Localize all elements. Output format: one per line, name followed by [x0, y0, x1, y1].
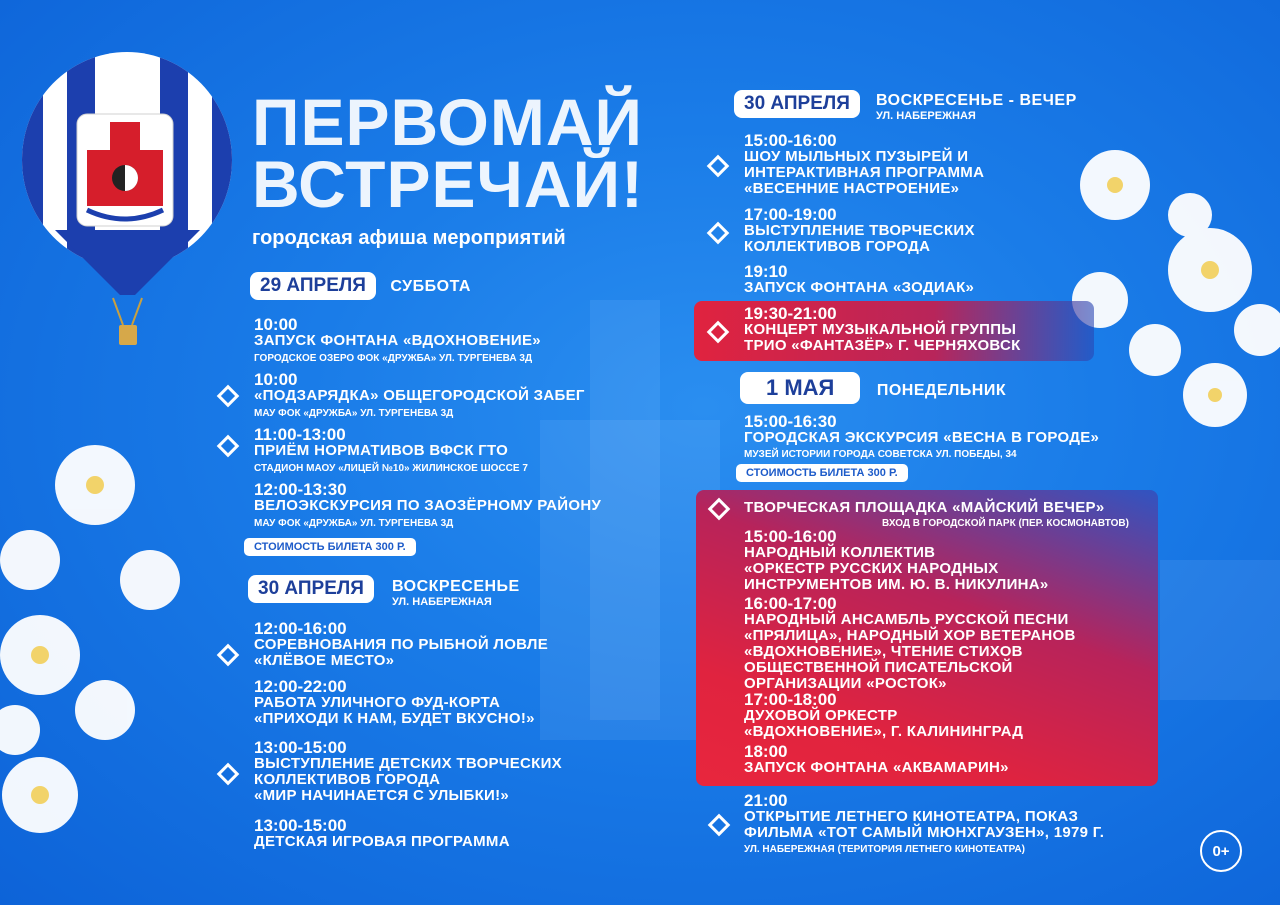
day3-event-3: [744, 263, 1084, 296]
event-location: ГОРОДСКОЕ ОЗЕРО ФОК «ДРУЖБА» УЛ. ТУРГЕНЕВА 3Д: [254, 353, 533, 364]
venue-event-2: [744, 595, 1144, 692]
event-time: 17:00-18:00: [744, 690, 837, 709]
event-title: ПРИЁМ НОРМАТИВОВ ВФСК ГТО: [254, 442, 509, 459]
day1-date: 29 АПРЕЛЯ: [250, 272, 376, 300]
event-location: МАУ ФОК «ДРУЖБА» УЛ. ТУРГЕНЕВА 3Д: [254, 408, 454, 419]
event-time: 10:00: [254, 370, 298, 389]
bridge-silhouette: [1160, 560, 1280, 700]
day4-cinema: [744, 792, 1164, 856]
event-time: 19:30-21:00: [744, 304, 837, 323]
price-badge: СТОИМОСТЬ БИЛЕТА 300 Р.: [244, 538, 416, 556]
event-title: «ВЕСЕННИЕ НАСТРОЕНИЕ»: [744, 180, 960, 197]
event-title: «КЛЁВОЕ МЕСТО»: [254, 652, 395, 669]
event-title: ЗАПУСК ФОНТАНА «ЗОДИАК»: [744, 279, 975, 296]
event-time: 12:00-16:00: [254, 619, 347, 638]
subtitle: городская афиша мероприятий: [252, 227, 566, 249]
event-time: 10:00: [254, 315, 298, 334]
event-title: КОЛЛЕКТИВОВ ГОРОДА: [254, 771, 441, 788]
day2-header: [248, 575, 374, 603]
day4-weekday: ПОНЕДЕЛЬНИК: [876, 382, 1007, 399]
event-time: 17:00-19:00: [744, 205, 837, 224]
day3-header-text: [876, 92, 1077, 122]
day1-weekday: СУББОТА: [390, 278, 471, 295]
event-time: 19:10: [744, 262, 788, 281]
day3-weekday: ВОСКРЕСЕНЬЕ - ВЕЧЕР: [876, 92, 1077, 109]
day4-excursion: [744, 413, 1164, 461]
day3-header: [734, 90, 860, 118]
event-title: «ПРЯЛИЦА», НАРОДНЫЙ ХОР ВЕТЕРАНОВ: [744, 627, 1076, 644]
day2-date: 30 АПРЕЛЯ: [248, 575, 374, 603]
event-time: 11:00-13:00: [254, 425, 346, 444]
day2-event-1: [254, 620, 674, 669]
event-location: УЛ. НАБЕРЕЖНАЯ (ТЕРИТОРИЯ ЛЕТНЕГО КИНОТЕАТРА): [744, 844, 1025, 855]
event-title: ШОУ МЫЛЬНЫХ ПУЗЫРЕЙ И: [744, 148, 969, 165]
jasmine-flowers-right: [1060, 140, 1280, 440]
day2-event-3: [254, 739, 674, 804]
day4-price: [736, 463, 908, 482]
event-title: «ОРКЕСТР РУССКИХ НАРОДНЫХ: [744, 560, 999, 577]
event-title: ИНТЕРАКТИВНАЯ ПРОГРАММА: [744, 164, 985, 181]
event-time: 12:00-13:30: [254, 480, 347, 499]
day3-event-4: [744, 305, 1084, 354]
day1-event-4: [254, 481, 694, 530]
day4-header: [740, 372, 1006, 404]
event-title: ЗАПУСК ФОНТАНА «ВДОХНОВЕНИЕ»: [254, 332, 541, 349]
event-time: 16:00-17:00: [744, 594, 837, 613]
event-title: КОНЦЕРТ МУЗЫКАЛЬНОЙ ГРУППЫ: [744, 321, 1017, 338]
event-title: ГОРОДСКАЯ ЭКСКУРСИЯ «ВЕСНА В ГОРОДЕ»: [744, 429, 1100, 446]
day4-date: 1 МАЯ: [740, 372, 860, 404]
venue-event-1: [744, 528, 1144, 593]
event-title: ВЫСТУПЛЕНИЕ ДЕТСКИХ ТВОРЧЕСКИХ: [254, 755, 562, 772]
diamond-icon: [217, 644, 240, 667]
day3-place: УЛ. НАБЕРЕЖНАЯ: [876, 110, 976, 122]
event-title: ВЕЛОЭКСКУРСИЯ ПО ЗАОЗЁРНОМУ РАЙОНУ: [254, 497, 602, 514]
diamond-icon: [707, 155, 730, 178]
event-time: 13:00-15:00: [254, 816, 347, 835]
day1-price: [244, 537, 416, 556]
event-title: РАБОТА УЛИЧНОГО ФУД-КОРТА: [254, 694, 501, 711]
event-title: СОРЕВНОВАНИЯ ПО РЫБНОЙ ЛОВЛЕ: [254, 636, 549, 653]
day3-event-1: [744, 132, 1084, 197]
diamond-icon: [217, 435, 240, 458]
event-time: 15:00-16:00: [744, 131, 837, 150]
event-time: 15:00-16:30: [744, 412, 837, 431]
venue-event-4: [744, 743, 1144, 776]
event-title: ДУХОВОЙ ОРКЕСТР: [744, 707, 898, 724]
event-time: 15:00-16:00: [744, 527, 837, 546]
day2-event-2: [254, 678, 674, 727]
event-title: ДЕТСКАЯ ИГРОВАЯ ПРОГРАММА: [254, 833, 510, 850]
event-title: НАРОДНЫЙ АНСАМБЛЬ РУССКОЙ ПЕСНИ: [744, 611, 1069, 628]
jasmine-flowers-left: [0, 430, 215, 840]
day2-place: УЛ. НАБЕРЕЖНАЯ: [392, 596, 492, 608]
event-time: 13:00-15:00: [254, 738, 347, 757]
age-rating-badge: 0+: [1200, 830, 1242, 872]
day2-header-text: [392, 578, 520, 608]
title-line-2: ВСТРЕЧАЙ!: [252, 147, 644, 221]
day3-event-2: [744, 206, 1084, 255]
event-title: «ВДОХНОВЕНИЕ», ЧТЕНИЕ СТИХОВ: [744, 643, 1023, 660]
price-badge: СТОИМОСТЬ БИЛЕТА 300 Р.: [736, 464, 908, 482]
event-title: ЗАПУСК ФОНТАНА «АКВАМАРИН»: [744, 759, 1009, 776]
event-title: «ВДОХНОВЕНИЕ», Г. КАЛИНИНГРАД: [744, 723, 1024, 740]
day1-event-1: [254, 316, 694, 365]
event-title: КОЛЛЕКТИВОВ ГОРОДА: [744, 238, 931, 255]
title-line-1: ПЕРВОМАЙ: [252, 85, 643, 159]
event-title: «ПРИХОДИ К НАМ, БУДЕТ ВКУСНО!»: [254, 710, 535, 727]
event-title: ОРГАНИЗАЦИИ «РОСТОК»: [744, 675, 947, 692]
event-title: ТРИО «ФАНТАЗЁР» Г. ЧЕРНЯХОВСК: [744, 337, 1021, 354]
event-location: МУЗЕЙ ИСТОРИИ ГОРОДА СОВЕТСКА УЛ. ПОБЕДЫ, 34: [744, 449, 1017, 460]
event-title: «ПОДЗАРЯДКА» ОБЩЕГОРОДСКОЙ ЗАБЕГ: [254, 387, 585, 404]
balloon-illustration: [15, 50, 240, 350]
day2-weekday: ВОСКРЕСЕНЬЕ: [392, 578, 520, 595]
day1-event-3: [254, 426, 694, 475]
diamond-icon: [708, 814, 731, 837]
event-title: «МИР НАЧИНАЕТСЯ С УЛЫБКИ!»: [254, 787, 510, 804]
event-title: ВЫСТУПЛЕНИЕ ТВОРЧЕСКИХ: [744, 222, 975, 239]
event-location: МАУ ФОК «ДРУЖБА» УЛ. ТУРГЕНЕВА 3Д: [254, 518, 454, 529]
event-title: ФИЛЬМА «ТОТ САМЫЙ МЮНХГАУЗЕН», 1979 Г.: [744, 824, 1105, 841]
day2-event-4: [254, 817, 674, 850]
venue-event-3: [744, 691, 1144, 740]
venue-title: [744, 500, 1105, 516]
event-time: 12:00-22:00: [254, 677, 347, 696]
event-time: 21:00: [744, 791, 788, 810]
diamond-icon: [217, 385, 240, 408]
venue-name: ТВОРЧЕСКАЯ ПЛОЩАДКА «МАЙСКИЙ ВЕЧЕР»: [744, 499, 1105, 516]
event-time: 18:00: [744, 742, 788, 761]
day3-date: 30 АПРЕЛЯ: [734, 90, 860, 118]
event-title: ОБЩЕСТВЕННОЙ ПИСАТЕЛЬСКОЙ: [744, 659, 1013, 676]
diamond-icon: [217, 763, 240, 786]
event-title: НАРОДНЫЙ КОЛЛЕКТИВ: [744, 544, 936, 561]
event-title: ИНСТРУМЕНТОВ ИМ. Ю. В. НИКУЛИНА»: [744, 576, 1049, 593]
event-title: ОТКРЫТИЕ ЛЕТНЕГО КИНОТЕАТРА, ПОКАЗ: [744, 808, 1079, 825]
venue-entry: ВХОД В ГОРОДСКОЙ ПАРК (ПЕР. КОСМОНАВТОВ): [882, 518, 1129, 529]
diamond-icon: [707, 222, 730, 245]
event-location: СТАДИОН МАОУ «ЛИЦЕЙ №10» ЖИЛИНСКОЕ ШОССЕ 7: [254, 463, 528, 474]
day1-event-2: [254, 371, 694, 420]
day1-header: [250, 272, 471, 300]
